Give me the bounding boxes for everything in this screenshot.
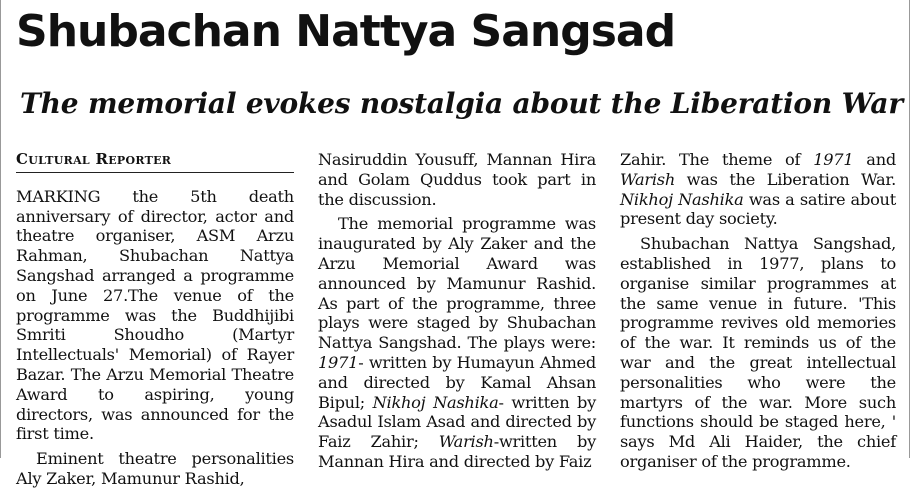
text-run: was the Liberation War. bbox=[675, 169, 896, 189]
text-run: Zahir. The theme of bbox=[620, 150, 814, 169]
text-run: The memorial programme was inaugurated by Aly Zaker and the Arzu Memorial Award was announced by Mamunur Rashid. As part of the programme, three plays were staged by Shubachan Nattya Sangshad. The plays were: bbox=[318, 214, 596, 353]
paragraph: MARKING the 5th death anniversary of director, actor and theatre organiser, ASM Arzu Rahman, Shubachan Nattya Sangshad arranged a programme on June 27.The venue of the programme was the Buddhijibi Smriti Shoudho (Martyr Intellectuals' Memorial) of Rayer Bazar. The Arzu Memorial Theatre Award to aspiring, young directors, was announced for the first time. bbox=[16, 186, 294, 444]
text-run: was a satire about present day society. bbox=[620, 189, 896, 229]
paragraph bbox=[318, 214, 596, 471]
article-column-3 bbox=[620, 150, 896, 472]
play-title: 1971 bbox=[318, 352, 359, 372]
text-run: and bbox=[853, 150, 896, 169]
paragraph: Shubachan Nattya Sangshad, established in 1977, plans to organise similar programmes at the same venue in future. 'This programme revives old memories of the war. It reminds us of the war and the great intellectual personalities who were the martyrs of the war. More such functions should be staged here, ' says Md Ali Haider, the chief organiser of the programme. bbox=[620, 234, 896, 471]
text-run: - written by Asadul Islam Asad and directed by Faiz Zahir; bbox=[318, 392, 596, 452]
play-title: Nikhoj Nashika bbox=[372, 392, 499, 412]
play-title: 1971 bbox=[813, 150, 854, 169]
play-title: Warish bbox=[438, 432, 494, 452]
text-run: -written by Mannan Hira and directed by Faiz bbox=[318, 432, 596, 471]
article-column-2 bbox=[318, 150, 596, 472]
paragraph: Nasiruddin Yousuff, Mannan Hira and Golam Quddus took part in the discussion. bbox=[318, 150, 596, 209]
left-frame-line bbox=[0, 0, 1, 458]
headline: Shubachan Nattya Sangsad bbox=[16, 6, 676, 57]
play-title: Nikhoj Nashika bbox=[620, 189, 744, 209]
paragraph: Eminent theatre personalities Aly Zaker, Mamunur Rashid, bbox=[16, 449, 294, 488]
right-frame-line bbox=[909, 0, 910, 458]
article-column-1 bbox=[16, 150, 294, 489]
subheadline: The memorial evokes nostalgia about the Liberation War bbox=[20, 87, 903, 120]
byline: Cultural Reporter bbox=[16, 150, 294, 173]
play-title: Warish bbox=[620, 169, 676, 189]
text-run: - written by Humayun Ahmed and directed by Kamal Ahsan Bipul; bbox=[318, 352, 596, 412]
paragraph bbox=[620, 150, 896, 229]
